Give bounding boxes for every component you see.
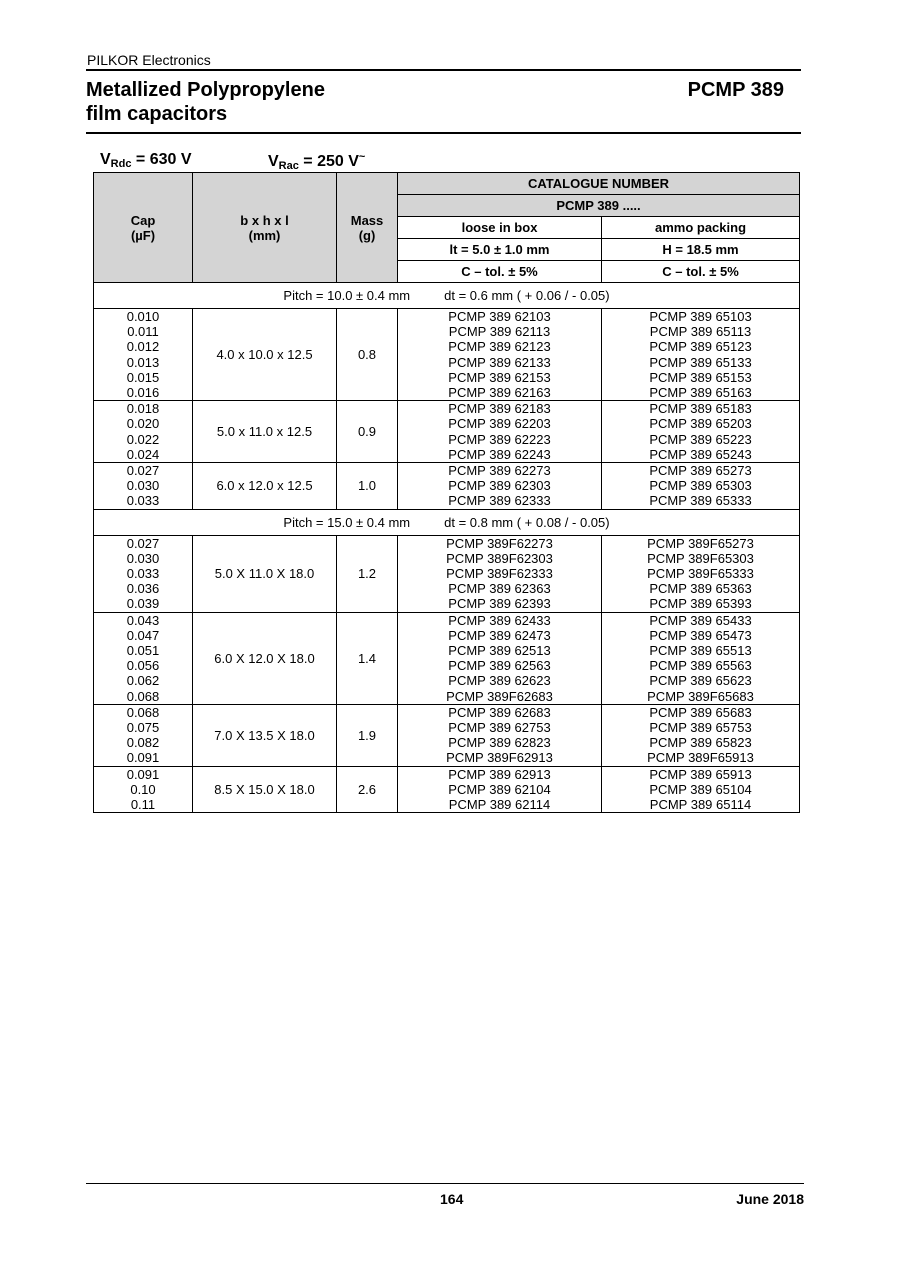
rated-dc-voltage [100, 151, 192, 170]
ammo-catalogue-list-item: PCMP 389 65623 [649, 673, 752, 689]
ammo-catalogue-list-item: PCMP 389F65303 [647, 550, 754, 566]
dimensions-cell: 8.5 X 15.0 X 18.0 [193, 766, 337, 813]
loose-catalogue-list-item: PCMP 389 62513 [448, 643, 551, 659]
capacitance-list-item: 0.011 [127, 324, 159, 340]
ammo-catalogue-list-item: PCMP 389F65273 [647, 535, 754, 551]
loose-catalogue-list-item: PCMP 389 62473 [448, 627, 551, 643]
capacitance-list-item: 0.075 [126, 720, 160, 736]
ammo-catalogue-list-item: PCMP 389 65393 [649, 596, 752, 612]
cap-unit: (µF) [130, 227, 156, 243]
ammo-catalogue-list-item: PCMP 389 65363 [649, 581, 752, 597]
header-dims [193, 173, 337, 283]
capacitance-list-item: 0.039 [126, 596, 160, 612]
table-row [94, 463, 800, 510]
ammo-catalogue-list-item: PCMP 389 65913 [649, 766, 752, 782]
dims-unit: (mm) [248, 227, 281, 243]
capacitance-list-item: 0.047 [126, 627, 160, 643]
lead-height-ammo: H = 18.5 mm [602, 239, 800, 261]
capacitance-list-item: 0.091 [126, 766, 160, 782]
capacitance-list-item: 0.033 [126, 493, 160, 509]
capacitance-list-item: 0.091 [126, 750, 160, 766]
loose-catalogue-list-item: PCMP 389F62683 [446, 688, 553, 704]
dimensions-cell: 6.0 X 12.0 X 18.0 [193, 612, 337, 704]
title-rule [86, 132, 801, 134]
header-prefix: PCMP 389 ..... [398, 195, 800, 217]
capacitance-list-item: 0.10 [130, 781, 156, 797]
loose-catalogue-list-item: PCMP 389 62243 [448, 446, 551, 462]
table-row [94, 704, 800, 766]
loose-catalogue-list [398, 401, 602, 463]
loose-catalogue-list-item: PCMP 389 62114 [448, 797, 551, 813]
capacitance-list-item: 0.030 [126, 550, 160, 566]
capacitance-list [94, 535, 193, 612]
header-loose: loose in box [398, 217, 602, 239]
pitch-row [94, 509, 800, 535]
ammo-catalogue-list-item: PCMP 389 65823 [649, 735, 752, 751]
mass-unit: (g) [358, 227, 376, 243]
capacitance-list-item: 0.015 [126, 369, 160, 385]
catalogue-table [93, 172, 800, 813]
loose-catalogue-list-item: PCMP 389 62393 [448, 596, 551, 612]
capacitance-list-item: 0.024 [126, 446, 160, 462]
header-cap [94, 173, 193, 283]
loose-catalogue-list-item: PCMP 389 62133 [448, 354, 551, 370]
loose-catalogue-list-item: PCMP 389 62153 [448, 369, 551, 385]
capacitance-list-item: 0.020 [126, 416, 160, 432]
ammo-catalogue-list-item: PCMP 389 65183 [649, 401, 752, 417]
loose-catalogue-list-item: PCMP 389 62823 [448, 735, 551, 751]
loose-catalogue-list-item: PCMP 389 62123 [448, 339, 551, 355]
title-line-2: film capacitors [86, 103, 228, 125]
pitch-row [94, 283, 800, 309]
ammo-catalogue-list-item: PCMP 389 65303 [649, 478, 752, 494]
ammo-catalogue-list [602, 401, 800, 463]
dims-label: b x h x l [240, 212, 289, 228]
loose-catalogue-list [398, 463, 602, 510]
vac-subscript: Rac [278, 160, 299, 172]
page-title [86, 78, 325, 126]
capacitance-list-item: 0.013 [126, 354, 160, 370]
capacitance-list [94, 766, 193, 813]
capacitance-list [94, 612, 193, 704]
ammo-catalogue-list-item: PCMP 389 65243 [649, 446, 752, 462]
pitch-value: Pitch = 10.0 ± 0.4 mm [283, 288, 411, 303]
ammo-catalogue-list [602, 766, 800, 813]
capacitance-list-item: 0.030 [126, 478, 160, 494]
ammo-catalogue-list-item: PCMP 389 65563 [649, 658, 752, 674]
table-row [94, 309, 800, 401]
loose-catalogue-list-item: PCMP 389 62223 [448, 431, 551, 447]
ammo-catalogue-list-item: PCMP 389 65133 [649, 354, 752, 370]
mass-cell: 2.6 [337, 766, 398, 813]
ammo-catalogue-list [602, 535, 800, 612]
loose-catalogue-list [398, 309, 602, 401]
loose-catalogue-list-item: PCMP 389 62303 [448, 478, 551, 494]
rated-ac-voltage [268, 151, 365, 172]
ammo-catalogue-list-item: PCMP 389F65913 [647, 750, 754, 766]
ammo-catalogue-list-item: PCMP 389F65333 [647, 566, 754, 582]
loose-catalogue-list-item: PCMP 389 62563 [448, 658, 551, 674]
header-catalogue: CATALOGUE NUMBER [398, 173, 800, 195]
ammo-catalogue-list-item: PCMP 389F65683 [647, 688, 754, 704]
ammo-catalogue-list-item: PCMP 389 65223 [649, 431, 752, 447]
loose-catalogue-list [398, 612, 602, 704]
vdc-value: = 630 V [131, 151, 192, 168]
loose-catalogue-list-item: PCMP 389F62273 [446, 535, 553, 551]
vac-symbol: V [268, 153, 279, 170]
capacitance-list-item: 0.036 [126, 581, 160, 597]
company-name: PILKOR Electronics [87, 52, 211, 68]
lead-diameter: dt = 0.8 mm ( + 0.08 / - 0.05) [444, 514, 610, 530]
capacitance-list-item: 0.082 [126, 735, 160, 751]
ammo-catalogue-list-item: PCMP 389 65333 [649, 493, 752, 509]
loose-catalogue-list-item: PCMP 389 62203 [448, 416, 551, 432]
capacitance-list-item: 0.018 [126, 401, 160, 417]
loose-catalogue-list-item: PCMP 389 62273 [448, 463, 551, 479]
vac-value: = 250 V [298, 153, 359, 170]
loose-catalogue-list [398, 535, 602, 612]
loose-catalogue-list-item: PCMP 389 62113 [448, 324, 551, 340]
vdc-symbol: V [100, 151, 111, 168]
mass-cell: 1.4 [337, 612, 398, 704]
loose-catalogue-list-item: PCMP 389 62103 [448, 309, 551, 324]
ammo-catalogue-list-item: PCMP 389 65203 [649, 416, 752, 432]
ammo-catalogue-list-item: PCMP 389 65103 [649, 309, 752, 324]
loose-catalogue-list-item: PCMP 389 62163 [448, 385, 551, 401]
table-row [94, 612, 800, 704]
capacitance-list-item: 0.068 [126, 688, 160, 704]
dimensions-cell: 5.0 x 11.0 x 12.5 [193, 401, 337, 463]
tolerance-loose: C – tol. ± 5% [398, 261, 602, 283]
header-mass [337, 173, 398, 283]
capacitance-list-item: 0.016 [126, 385, 160, 401]
tolerance-ammo: C – tol. ± 5% [602, 261, 800, 283]
dimensions-cell: 4.0 x 10.0 x 12.5 [193, 309, 337, 401]
capacitance-list [94, 401, 193, 463]
capacitance-list [94, 704, 193, 766]
mass-cell: 1.2 [337, 535, 398, 612]
mass-cell: 0.9 [337, 401, 398, 463]
ammo-catalogue-list-item: PCMP 389 65104 [649, 781, 752, 797]
mass-cell: 1.0 [337, 463, 398, 510]
dimensions-cell: 7.0 X 13.5 X 18.0 [193, 704, 337, 766]
ammo-catalogue-list-item: PCMP 389 65753 [649, 720, 752, 736]
capacitance-list [94, 309, 193, 401]
capacitance-list-item: 0.033 [126, 566, 160, 582]
ammo-catalogue-list [602, 309, 800, 401]
mass-cell: 0.8 [337, 309, 398, 401]
vdc-subscript: Rdc [110, 158, 132, 170]
loose-catalogue-list-item: PCMP 389 62183 [448, 401, 551, 417]
vac-tilde: ~ [358, 151, 366, 163]
loose-catalogue-list-item: PCMP 389F62913 [446, 750, 553, 766]
lead-diameter: dt = 0.6 mm ( + 0.06 / - 0.05) [444, 288, 610, 303]
loose-catalogue-list-item: PCMP 389 62433 [448, 612, 551, 628]
header-rule [86, 69, 801, 71]
loose-catalogue-list [398, 766, 602, 813]
title-line-1: Metallized Polypropylene [86, 79, 325, 101]
table-row [94, 766, 800, 813]
page-number: 164 [440, 1191, 464, 1207]
ammo-catalogue-list-item: PCMP 389 65114 [649, 797, 752, 813]
ammo-catalogue-list-item: PCMP 389 65473 [649, 627, 752, 643]
ammo-catalogue-list-item: PCMP 389 65153 [649, 369, 752, 385]
capacitance-list-item: 0.051 [126, 643, 160, 659]
loose-catalogue-list-item: PCMP 389 62333 [448, 493, 551, 509]
capacitance-list-item: 0.056 [126, 658, 160, 674]
loose-catalogue-list-item: PCMP 389 62683 [448, 704, 551, 720]
ammo-catalogue-list-item: PCMP 389 65433 [649, 612, 752, 628]
mass-label: Mass [350, 212, 384, 228]
capacitance-list-item: 0.062 [126, 673, 160, 689]
footer-rule [86, 1183, 804, 1184]
ammo-catalogue-list-item: PCMP 389 65513 [649, 643, 752, 659]
cap-label: Cap [130, 212, 156, 228]
lead-length-loose: lt = 5.0 ± 1.0 mm [398, 239, 602, 261]
capacitance-list-item: 0.012 [126, 339, 160, 355]
loose-catalogue-list-item: PCMP 389 62104 [448, 781, 551, 797]
capacitance-list-item: 0.043 [126, 612, 160, 628]
ammo-catalogue-list-item: PCMP 389 65123 [649, 339, 752, 355]
model-code: PCMP 389 [687, 79, 784, 101]
ammo-catalogue-list-item: PCMP 389 65113 [649, 324, 752, 340]
dimensions-cell: 5.0 X 11.0 X 18.0 [193, 535, 337, 612]
loose-catalogue-list-item: PCMP 389 62363 [448, 581, 551, 597]
capacitance-list-item: 0.11 [130, 797, 156, 813]
table-row [94, 401, 800, 463]
ammo-catalogue-list-item: PCMP 389 65273 [649, 463, 752, 479]
capacitance-list-item: 0.027 [126, 463, 160, 479]
capacitance-list-item: 0.010 [126, 309, 160, 324]
loose-catalogue-list-item: PCMP 389 62623 [448, 673, 551, 689]
ammo-catalogue-list [602, 704, 800, 766]
ammo-catalogue-list-item: PCMP 389 65163 [649, 385, 752, 401]
pitch-value: Pitch = 15.0 ± 0.4 mm [283, 514, 411, 530]
loose-catalogue-list [398, 704, 602, 766]
header-ammo: ammo packing [602, 217, 800, 239]
loose-catalogue-list-item: PCMP 389 62913 [448, 766, 551, 782]
publication-date: June 2018 [736, 1191, 804, 1207]
ammo-catalogue-list-item: PCMP 389 65683 [649, 704, 752, 720]
capacitance-list-item: 0.022 [126, 431, 160, 447]
mass-cell: 1.9 [337, 704, 398, 766]
dimensions-cell: 6.0 x 12.0 x 12.5 [193, 463, 337, 510]
loose-catalogue-list-item: PCMP 389F62333 [446, 566, 553, 582]
ammo-catalogue-list [602, 612, 800, 704]
loose-catalogue-list-item: PCMP 389F62303 [446, 550, 553, 566]
ammo-catalogue-list [602, 463, 800, 510]
table-row [94, 535, 800, 612]
capacitance-list-item: 0.027 [126, 535, 160, 551]
capacitance-list [94, 463, 193, 510]
capacitance-list-item: 0.068 [126, 704, 160, 720]
loose-catalogue-list-item: PCMP 389 62753 [448, 720, 551, 736]
